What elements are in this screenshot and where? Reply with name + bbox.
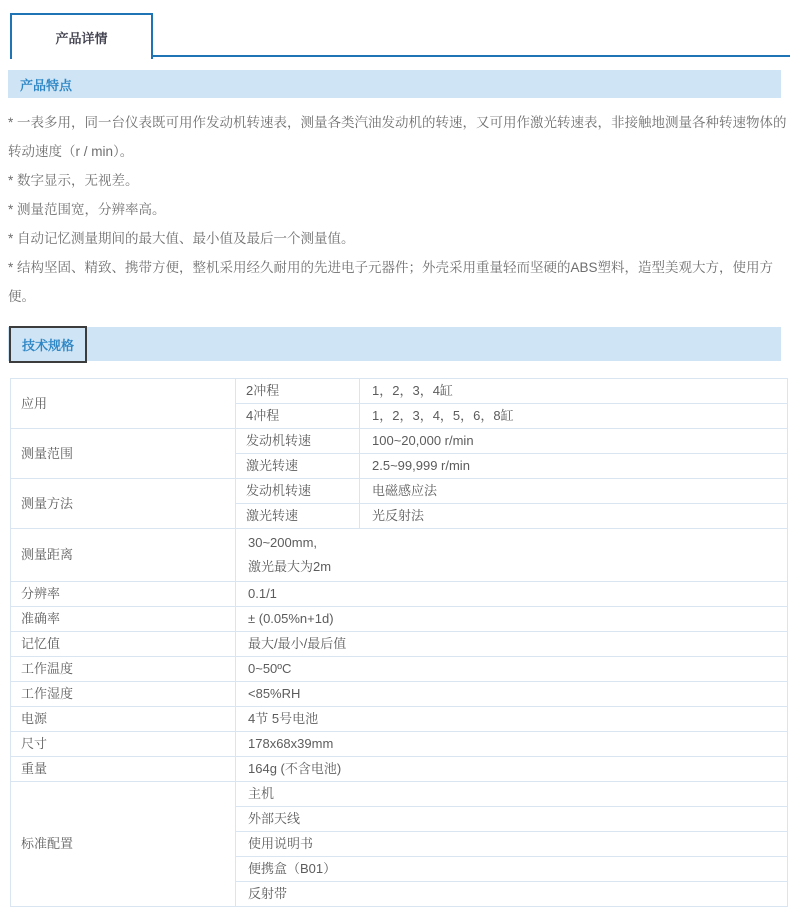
spec-sublabel: 激光转速	[236, 504, 360, 529]
tab-underline	[151, 55, 790, 57]
spec-value-line: 30~200mm,	[248, 535, 318, 550]
specs-section-header	[8, 327, 781, 361]
spec-label: 测量范围	[11, 429, 236, 479]
spec-label: 测量方法	[11, 479, 236, 529]
spec-label: 准确率	[11, 607, 236, 632]
spec-value: ± (0.05%n+1d)	[236, 607, 788, 632]
spec-label: 重量	[11, 757, 236, 782]
spec-sublabel: 4冲程	[236, 404, 360, 429]
spec-value: 外部天线	[236, 807, 788, 832]
spec-sublabel: 激光转速	[236, 454, 360, 479]
table-row	[11, 682, 788, 707]
table-row	[11, 632, 788, 657]
spec-value: 164g (不含电池)	[236, 757, 788, 782]
features-section-header: 产品特点	[8, 70, 781, 98]
table-row	[11, 607, 788, 632]
spec-value: 便携盒（B01）	[236, 857, 788, 882]
specs-section-title: 技术规格	[9, 326, 87, 363]
spec-value-line: 激光最大为2m	[248, 559, 332, 574]
spec-label: 测量距离	[11, 529, 236, 582]
spec-value: 最大/最小/最后值	[236, 632, 788, 657]
table-row	[11, 732, 788, 757]
table-row	[11, 479, 788, 504]
specs-table	[10, 378, 788, 907]
feature-item: * 结构坚固、精致、携带方便，整机采用经久耐用的先进电子元器件；外壳采用重量轻而坚硬的ABS塑料，造型美观大方，使用方便。	[8, 260, 774, 304]
spec-label: 尺寸	[11, 732, 236, 757]
feature-item: * 数字显示，无视差。	[8, 173, 139, 188]
spec-label: 应用	[11, 379, 236, 429]
spec-sublabel: 发动机转速	[236, 429, 360, 454]
table-row	[11, 379, 788, 404]
features-list	[8, 108, 792, 311]
feature-item: * 自动记忆测量期间的最大值、最小值及最后一个测量值。	[8, 231, 355, 246]
spec-label: 标准配置	[11, 782, 236, 907]
tab-product-details[interactable]: 产品详情	[10, 13, 153, 59]
spec-label: 工作湿度	[11, 682, 236, 707]
table-row	[11, 757, 788, 782]
spec-value: <85%RH	[236, 682, 788, 707]
spec-value: 主机	[236, 782, 788, 807]
spec-label: 分辨率	[11, 582, 236, 607]
spec-value: 178x68x39mm	[236, 732, 788, 757]
spec-label: 电源	[11, 707, 236, 732]
spec-value: 使用说明书	[236, 832, 788, 857]
table-row	[11, 429, 788, 454]
table-row	[11, 707, 788, 732]
spec-value: 电磁感应法	[360, 479, 788, 504]
spec-value: 1，2，3，4，5，6，8缸	[360, 404, 788, 429]
feature-item: * 测量范围宽，分辨率高。	[8, 202, 166, 217]
spec-label: 工作温度	[11, 657, 236, 682]
tab-bar	[0, 0, 800, 59]
spec-value: 4节 5号电池	[236, 707, 788, 732]
spec-value: 100~20,000 r/min	[360, 429, 788, 454]
table-row	[11, 582, 788, 607]
feature-item: * 一表多用，同一台仪表既可用作发动机转速表，测量各类汽油发动机的转速，又可用作激光转速表，非接触地测量各种转速物体的转动速度（r / min）。	[8, 115, 787, 159]
spec-label: 记忆值	[11, 632, 236, 657]
spec-value: 0.1/1	[236, 582, 788, 607]
spec-value: 0~50ºC	[236, 657, 788, 682]
table-row	[11, 529, 788, 582]
table-row	[11, 657, 788, 682]
table-row	[11, 782, 788, 807]
spec-value: 2.5~99,999 r/min	[360, 454, 788, 479]
spec-value: 反射带	[236, 882, 788, 907]
spec-value: 1，2，3，4缸	[360, 379, 788, 404]
spec-sublabel: 2冲程	[236, 379, 360, 404]
spec-value	[236, 529, 788, 582]
spec-sublabel: 发动机转速	[236, 479, 360, 504]
spec-value: 光反射法	[360, 504, 788, 529]
